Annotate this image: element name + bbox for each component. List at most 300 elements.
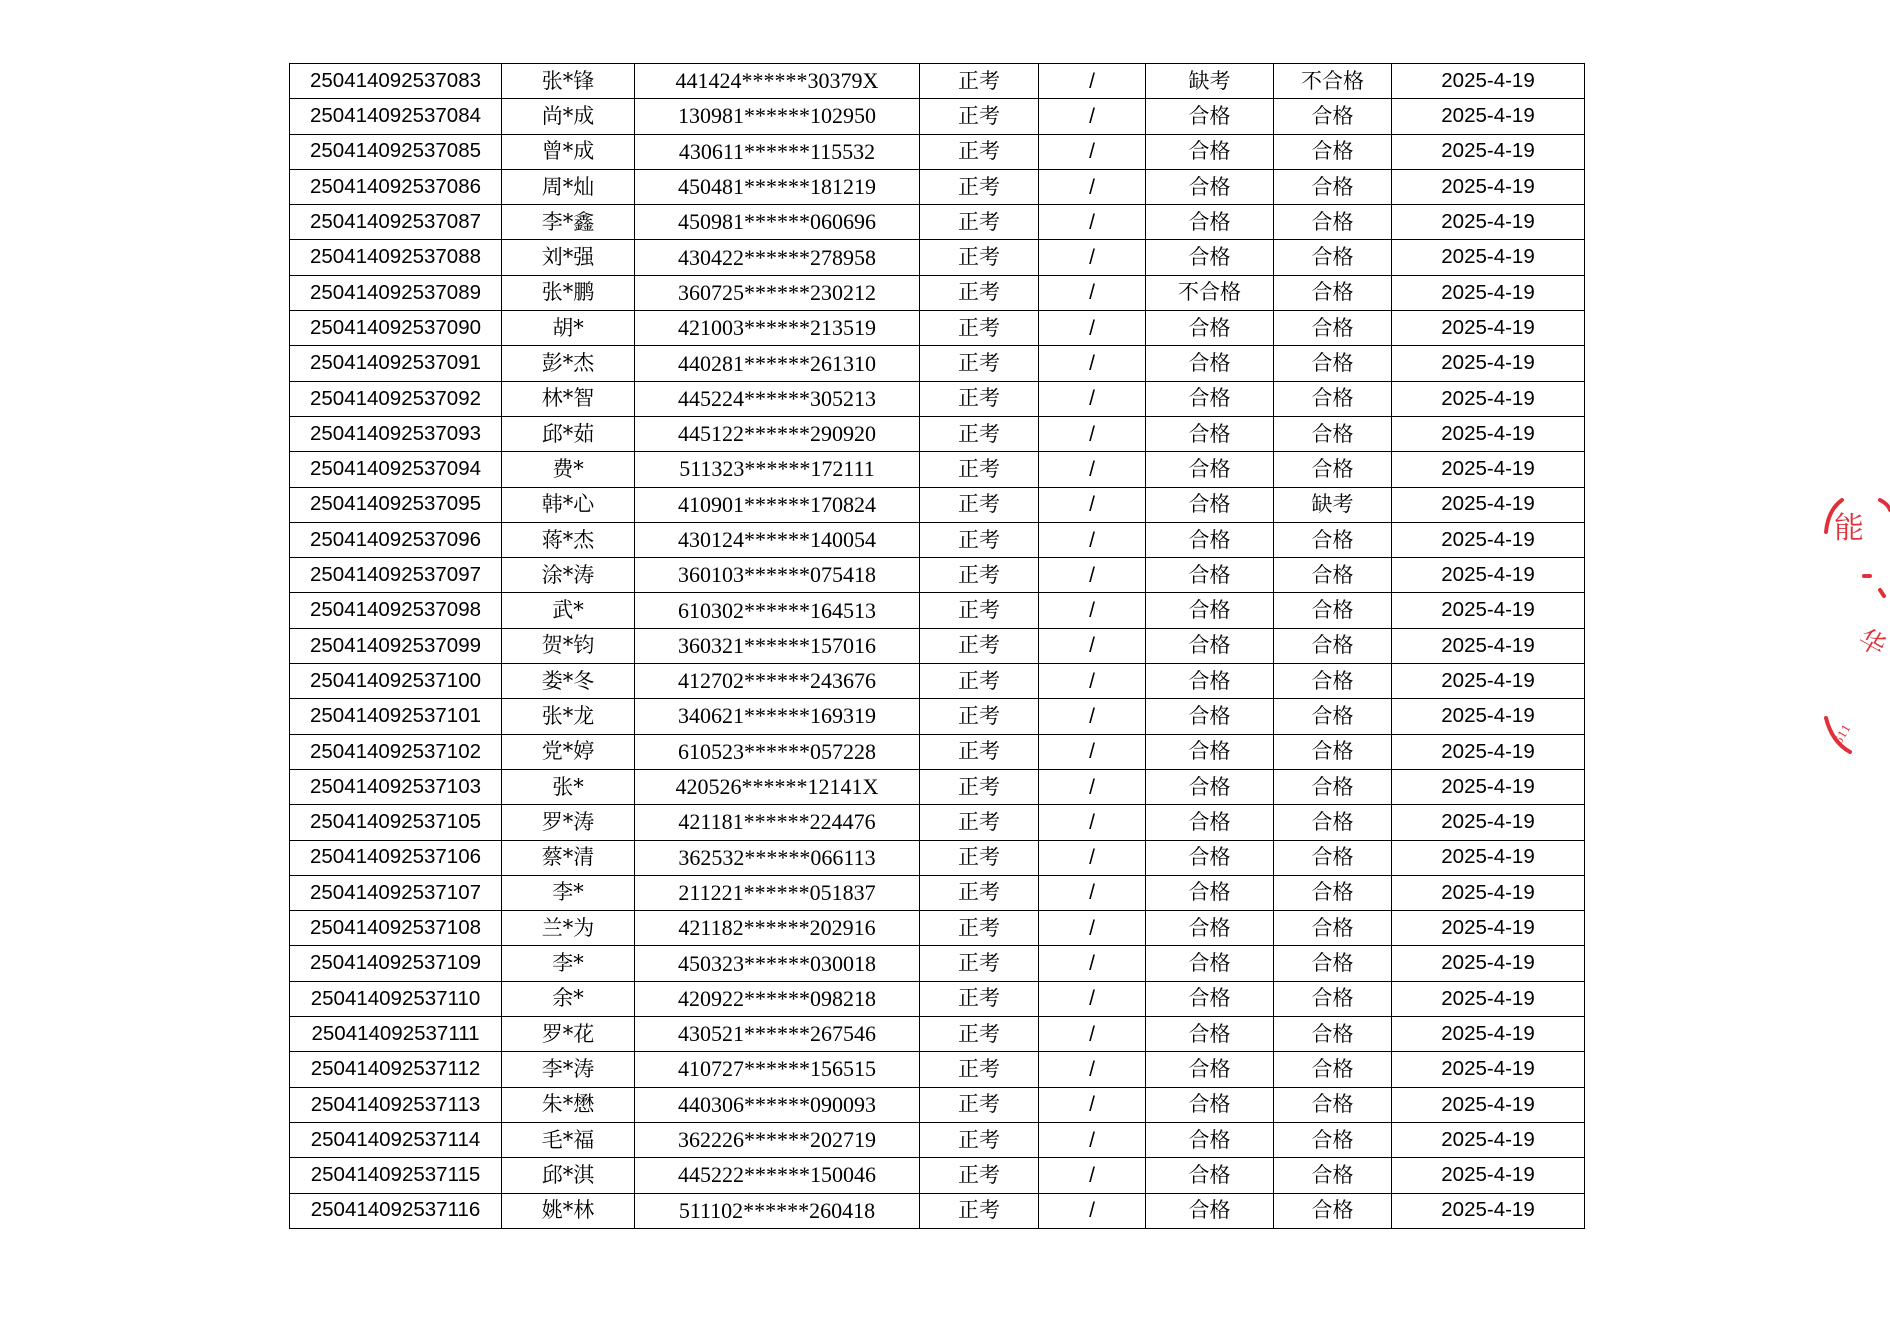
cell-name: 李*	[502, 946, 635, 981]
cell-result-2: 合格	[1274, 593, 1392, 628]
cell-result-1: 合格	[1146, 805, 1274, 840]
table-row	[290, 558, 1585, 593]
table-row	[290, 205, 1585, 240]
results-table	[289, 63, 1585, 1229]
cell-ticket-number: 250414092537101	[290, 699, 502, 734]
cell-result-2: 合格	[1274, 169, 1392, 204]
cell-name: 蔡*清	[502, 840, 635, 875]
cell-result-2: 合格	[1274, 240, 1392, 275]
cell-slash: /	[1039, 99, 1146, 134]
cell-id-number: 430611******115532	[635, 134, 920, 169]
cell-result-1: 缺考	[1146, 64, 1274, 99]
table-row	[290, 346, 1585, 381]
cell-exam-type: 正考	[920, 1158, 1039, 1193]
cell-id-number: 430124******140054	[635, 522, 920, 557]
cell-result-1: 合格	[1146, 134, 1274, 169]
cell-ticket-number: 250414092537092	[290, 381, 502, 416]
cell-result-1: 合格	[1146, 593, 1274, 628]
cell-slash: /	[1039, 311, 1146, 346]
cell-result-2: 不合格	[1274, 64, 1392, 99]
cell-ticket-number: 250414092537116	[290, 1193, 502, 1228]
cell-id-number: 130981******102950	[635, 99, 920, 134]
cell-id-number: 445222******150046	[635, 1158, 920, 1193]
cell-name: 张*锋	[502, 64, 635, 99]
cell-exam-type: 正考	[920, 169, 1039, 204]
cell-slash: /	[1039, 946, 1146, 981]
cell-result-2: 合格	[1274, 734, 1392, 769]
cell-id-number: 340621******169319	[635, 699, 920, 734]
cell-result-1: 合格	[1146, 840, 1274, 875]
table-row	[290, 699, 1585, 734]
cell-slash: /	[1039, 1122, 1146, 1157]
cell-name: 周*灿	[502, 169, 635, 204]
cell-result-2: 合格	[1274, 911, 1392, 946]
cell-name: 武*	[502, 593, 635, 628]
cell-ticket-number: 250414092537109	[290, 946, 502, 981]
table-row	[290, 593, 1585, 628]
cell-slash: /	[1039, 593, 1146, 628]
cell-result-2: 合格	[1274, 875, 1392, 910]
cell-date: 2025-4-19	[1392, 628, 1585, 663]
cell-date: 2025-4-19	[1392, 240, 1585, 275]
cell-slash: /	[1039, 734, 1146, 769]
cell-id-number: 450481******181219	[635, 169, 920, 204]
cell-date: 2025-4-19	[1392, 99, 1585, 134]
cell-ticket-number: 250414092537100	[290, 664, 502, 699]
cell-ticket-number: 250414092537112	[290, 1052, 502, 1087]
table-row	[290, 664, 1585, 699]
cell-slash: /	[1039, 875, 1146, 910]
cell-name: 费*	[502, 452, 635, 487]
cell-result-1: 合格	[1146, 699, 1274, 734]
cell-ticket-number: 250414092537084	[290, 99, 502, 134]
cell-date: 2025-4-19	[1392, 664, 1585, 699]
cell-date: 2025-4-19	[1392, 769, 1585, 804]
cell-date: 2025-4-19	[1392, 734, 1585, 769]
cell-exam-type: 正考	[920, 840, 1039, 875]
cell-exam-type: 正考	[920, 981, 1039, 1016]
cell-ticket-number: 250414092537107	[290, 875, 502, 910]
cell-ticket-number: 250414092537096	[290, 522, 502, 557]
cell-id-number: 362532******066113	[635, 840, 920, 875]
cell-ticket-number: 250414092537085	[290, 134, 502, 169]
cell-slash: /	[1039, 805, 1146, 840]
cell-slash: /	[1039, 840, 1146, 875]
cell-id-number: 445224******305213	[635, 381, 920, 416]
cell-name: 尚*成	[502, 99, 635, 134]
cell-result-1: 合格	[1146, 875, 1274, 910]
cell-result-2: 合格	[1274, 346, 1392, 381]
cell-ticket-number: 250414092537086	[290, 169, 502, 204]
cell-result-2: 合格	[1274, 381, 1392, 416]
cell-id-number: 430422******278958	[635, 240, 920, 275]
cell-id-number: 421003******213519	[635, 311, 920, 346]
cell-ticket-number: 250414092537097	[290, 558, 502, 593]
cell-result-2: 合格	[1274, 416, 1392, 451]
table-row	[290, 840, 1585, 875]
cell-ticket-number: 250414092537106	[290, 840, 502, 875]
table-row	[290, 275, 1585, 310]
cell-name: 韩*心	[502, 487, 635, 522]
table-row	[290, 981, 1585, 1016]
table-row	[290, 311, 1585, 346]
cell-ticket-number: 250414092537102	[290, 734, 502, 769]
cell-result-1: 合格	[1146, 487, 1274, 522]
table-row	[290, 487, 1585, 522]
cell-result-1: 合格	[1146, 911, 1274, 946]
cell-id-number: 441424******30379X	[635, 64, 920, 99]
cell-name: 余*	[502, 981, 635, 1016]
cell-result-1: 合格	[1146, 628, 1274, 663]
cell-name: 胡*	[502, 311, 635, 346]
cell-date: 2025-4-19	[1392, 346, 1585, 381]
cell-result-1: 合格	[1146, 769, 1274, 804]
cell-exam-type: 正考	[920, 452, 1039, 487]
cell-exam-type: 正考	[920, 911, 1039, 946]
cell-name: 曾*成	[502, 134, 635, 169]
cell-slash: /	[1039, 452, 1146, 487]
cell-result-2: 合格	[1274, 452, 1392, 487]
table-row	[290, 805, 1585, 840]
cell-ticket-number: 250414092537094	[290, 452, 502, 487]
cell-result-1: 合格	[1146, 416, 1274, 451]
cell-id-number: 421182******202916	[635, 911, 920, 946]
cell-result-1: 合格	[1146, 734, 1274, 769]
cell-id-number: 440306******090093	[635, 1087, 920, 1122]
cell-exam-type: 正考	[920, 1017, 1039, 1052]
cell-exam-type: 正考	[920, 240, 1039, 275]
table-row	[290, 452, 1585, 487]
cell-exam-type: 正考	[920, 99, 1039, 134]
cell-date: 2025-4-19	[1392, 522, 1585, 557]
cell-slash: /	[1039, 911, 1146, 946]
cell-date: 2025-4-19	[1392, 169, 1585, 204]
cell-date: 2025-4-19	[1392, 1193, 1585, 1228]
cell-ticket-number: 250414092537089	[290, 275, 502, 310]
results-table-body	[290, 64, 1585, 1229]
cell-name: 李*鑫	[502, 205, 635, 240]
cell-name: 邱*茹	[502, 416, 635, 451]
seal-fragment-3: 611	[1831, 722, 1854, 747]
cell-result-2: 合格	[1274, 275, 1392, 310]
cell-result-2: 合格	[1274, 981, 1392, 1016]
cell-result-1: 合格	[1146, 1087, 1274, 1122]
cell-ticket-number: 250414092537115	[290, 1158, 502, 1193]
cell-exam-type: 正考	[920, 522, 1039, 557]
cell-slash: /	[1039, 522, 1146, 557]
table-row	[290, 946, 1585, 981]
table-row	[290, 911, 1585, 946]
cell-name: 姚*林	[502, 1193, 635, 1228]
cell-name: 张*龙	[502, 699, 635, 734]
cell-exam-type: 正考	[920, 275, 1039, 310]
cell-name: 李*涛	[502, 1052, 635, 1087]
table-row	[290, 769, 1585, 804]
cell-result-1: 合格	[1146, 311, 1274, 346]
cell-result-1: 合格	[1146, 1017, 1274, 1052]
cell-result-1: 合格	[1146, 99, 1274, 134]
cell-ticket-number: 250414092537114	[290, 1122, 502, 1157]
cell-name: 娄*冬	[502, 664, 635, 699]
cell-ticket-number: 250414092537090	[290, 311, 502, 346]
cell-result-2: 合格	[1274, 205, 1392, 240]
cell-result-2: 合格	[1274, 1122, 1392, 1157]
cell-result-1: 合格	[1146, 169, 1274, 204]
cell-slash: /	[1039, 699, 1146, 734]
cell-result-1: 合格	[1146, 381, 1274, 416]
cell-result-1: 合格	[1146, 522, 1274, 557]
cell-date: 2025-4-19	[1392, 981, 1585, 1016]
cell-date: 2025-4-19	[1392, 311, 1585, 346]
cell-name: 彭*杰	[502, 346, 635, 381]
cell-exam-type: 正考	[920, 558, 1039, 593]
cell-result-2: 合格	[1274, 99, 1392, 134]
cell-result-2: 合格	[1274, 1052, 1392, 1087]
cell-date: 2025-4-19	[1392, 381, 1585, 416]
cell-result-2: 合格	[1274, 628, 1392, 663]
cell-result-1: 合格	[1146, 346, 1274, 381]
cell-date: 2025-4-19	[1392, 558, 1585, 593]
cell-exam-type: 正考	[920, 805, 1039, 840]
cell-name: 张*	[502, 769, 635, 804]
cell-ticket-number: 250414092537098	[290, 593, 502, 628]
table-row	[290, 240, 1585, 275]
cell-id-number: 360103******075418	[635, 558, 920, 593]
cell-name: 党*婷	[502, 734, 635, 769]
cell-date: 2025-4-19	[1392, 911, 1585, 946]
cell-name: 罗*花	[502, 1017, 635, 1052]
cell-date: 2025-4-19	[1392, 205, 1585, 240]
cell-exam-type: 正考	[920, 134, 1039, 169]
table-row	[290, 628, 1585, 663]
seal-fragment-2: 华	[1852, 623, 1890, 663]
cell-id-number: 450323******030018	[635, 946, 920, 981]
cell-date: 2025-4-19	[1392, 946, 1585, 981]
cell-result-2: 合格	[1274, 1087, 1392, 1122]
cell-result-2: 合格	[1274, 311, 1392, 346]
cell-result-1: 合格	[1146, 981, 1274, 1016]
cell-ticket-number: 250414092537093	[290, 416, 502, 451]
cell-result-2: 合格	[1274, 134, 1392, 169]
cell-date: 2025-4-19	[1392, 1122, 1585, 1157]
cell-id-number: 511323******172111	[635, 452, 920, 487]
cell-slash: /	[1039, 205, 1146, 240]
cell-exam-type: 正考	[920, 1087, 1039, 1122]
cell-ticket-number: 250414092537108	[290, 911, 502, 946]
table-row	[290, 522, 1585, 557]
cell-ticket-number: 250414092537111	[290, 1017, 502, 1052]
cell-id-number: 440281******261310	[635, 346, 920, 381]
cell-date: 2025-4-19	[1392, 1087, 1585, 1122]
cell-exam-type: 正考	[920, 381, 1039, 416]
cell-ticket-number: 250414092537113	[290, 1087, 502, 1122]
cell-name: 李*	[502, 875, 635, 910]
cell-id-number: 610302******164513	[635, 593, 920, 628]
cell-exam-type: 正考	[920, 593, 1039, 628]
table-row	[290, 734, 1585, 769]
cell-result-1: 合格	[1146, 1158, 1274, 1193]
cell-id-number: 362226******202719	[635, 1122, 920, 1157]
cell-name: 贺*钧	[502, 628, 635, 663]
cell-exam-type: 正考	[920, 1193, 1039, 1228]
cell-result-2: 合格	[1274, 558, 1392, 593]
cell-exam-type: 正考	[920, 311, 1039, 346]
cell-result-1: 合格	[1146, 664, 1274, 699]
cell-exam-type: 正考	[920, 734, 1039, 769]
cell-id-number: 412702******243676	[635, 664, 920, 699]
cell-slash: /	[1039, 664, 1146, 699]
cell-exam-type: 正考	[920, 64, 1039, 99]
table-row	[290, 1017, 1585, 1052]
cell-exam-type: 正考	[920, 346, 1039, 381]
cell-result-2: 合格	[1274, 805, 1392, 840]
cell-result-1: 合格	[1146, 1193, 1274, 1228]
red-seal-stamp	[1820, 480, 1890, 780]
cell-ticket-number: 250414092537099	[290, 628, 502, 663]
cell-date: 2025-4-19	[1392, 1158, 1585, 1193]
cell-id-number: 410901******170824	[635, 487, 920, 522]
cell-result-1: 合格	[1146, 946, 1274, 981]
cell-result-1: 合格	[1146, 558, 1274, 593]
cell-result-2: 合格	[1274, 664, 1392, 699]
table-row	[290, 134, 1585, 169]
cell-id-number: 610523******057228	[635, 734, 920, 769]
cell-ticket-number: 250414092537095	[290, 487, 502, 522]
cell-slash: /	[1039, 134, 1146, 169]
cell-exam-type: 正考	[920, 664, 1039, 699]
table-row	[290, 875, 1585, 910]
cell-id-number: 211221******051837	[635, 875, 920, 910]
cell-name: 涂*涛	[502, 558, 635, 593]
cell-id-number: 420922******098218	[635, 981, 920, 1016]
cell-ticket-number: 250414092537110	[290, 981, 502, 1016]
cell-ticket-number: 250414092537087	[290, 205, 502, 240]
cell-exam-type: 正考	[920, 1052, 1039, 1087]
table-row	[290, 169, 1585, 204]
table-row	[290, 381, 1585, 416]
cell-date: 2025-4-19	[1392, 452, 1585, 487]
cell-result-1: 合格	[1146, 1122, 1274, 1157]
cell-date: 2025-4-19	[1392, 699, 1585, 734]
cell-name: 朱*懋	[502, 1087, 635, 1122]
cell-slash: /	[1039, 1193, 1146, 1228]
cell-exam-type: 正考	[920, 416, 1039, 451]
cell-result-2: 合格	[1274, 699, 1392, 734]
cell-slash: /	[1039, 487, 1146, 522]
cell-ticket-number: 250414092537091	[290, 346, 502, 381]
cell-result-2: 合格	[1274, 1017, 1392, 1052]
cell-name: 兰*为	[502, 911, 635, 946]
cell-date: 2025-4-19	[1392, 416, 1585, 451]
cell-date: 2025-4-19	[1392, 593, 1585, 628]
table-row	[290, 1193, 1585, 1228]
cell-result-2: 合格	[1274, 840, 1392, 875]
cell-exam-type: 正考	[920, 628, 1039, 663]
cell-slash: /	[1039, 169, 1146, 204]
cell-exam-type: 正考	[920, 1122, 1039, 1157]
cell-date: 2025-4-19	[1392, 840, 1585, 875]
cell-date: 2025-4-19	[1392, 875, 1585, 910]
cell-result-2: 合格	[1274, 946, 1392, 981]
cell-date: 2025-4-19	[1392, 64, 1585, 99]
table-row	[290, 1052, 1585, 1087]
cell-result-2: 合格	[1274, 522, 1392, 557]
cell-date: 2025-4-19	[1392, 134, 1585, 169]
cell-slash: /	[1039, 769, 1146, 804]
cell-slash: /	[1039, 1052, 1146, 1087]
cell-exam-type: 正考	[920, 875, 1039, 910]
cell-name: 蒋*杰	[502, 522, 635, 557]
cell-id-number: 410727******156515	[635, 1052, 920, 1087]
cell-slash: /	[1039, 1017, 1146, 1052]
seal-fragment-1: 能	[1834, 511, 1864, 546]
table-row	[290, 1122, 1585, 1157]
cell-name: 罗*涛	[502, 805, 635, 840]
cell-date: 2025-4-19	[1392, 275, 1585, 310]
table-row	[290, 99, 1585, 134]
cell-result-1: 合格	[1146, 452, 1274, 487]
cell-result-2: 缺考	[1274, 487, 1392, 522]
cell-slash: /	[1039, 64, 1146, 99]
cell-result-2: 合格	[1274, 1193, 1392, 1228]
cell-name: 刘*强	[502, 240, 635, 275]
cell-result-1: 不合格	[1146, 275, 1274, 310]
cell-ticket-number: 250414092537088	[290, 240, 502, 275]
cell-id-number: 430521******267546	[635, 1017, 920, 1052]
table-row	[290, 1158, 1585, 1193]
cell-slash: /	[1039, 275, 1146, 310]
cell-name: 张*鹏	[502, 275, 635, 310]
cell-name: 毛*福	[502, 1122, 635, 1157]
cell-result-1: 合格	[1146, 205, 1274, 240]
cell-ticket-number: 250414092537083	[290, 64, 502, 99]
cell-slash: /	[1039, 240, 1146, 275]
cell-ticket-number: 250414092537105	[290, 805, 502, 840]
cell-exam-type: 正考	[920, 205, 1039, 240]
cell-exam-type: 正考	[920, 769, 1039, 804]
cell-id-number: 445122******290920	[635, 416, 920, 451]
cell-slash: /	[1039, 381, 1146, 416]
table-row	[290, 64, 1585, 99]
cell-id-number: 450981******060696	[635, 205, 920, 240]
cell-date: 2025-4-19	[1392, 1052, 1585, 1087]
cell-ticket-number: 250414092537103	[290, 769, 502, 804]
cell-result-2: 合格	[1274, 1158, 1392, 1193]
cell-id-number: 360725******230212	[635, 275, 920, 310]
cell-slash: /	[1039, 416, 1146, 451]
table-row	[290, 1087, 1585, 1122]
cell-exam-type: 正考	[920, 487, 1039, 522]
cell-result-2: 合格	[1274, 769, 1392, 804]
cell-name: 林*智	[502, 381, 635, 416]
cell-result-1: 合格	[1146, 240, 1274, 275]
cell-slash: /	[1039, 1087, 1146, 1122]
cell-slash: /	[1039, 346, 1146, 381]
cell-name: 邱*淇	[502, 1158, 635, 1193]
cell-exam-type: 正考	[920, 699, 1039, 734]
cell-date: 2025-4-19	[1392, 1017, 1585, 1052]
cell-slash: /	[1039, 1158, 1146, 1193]
cell-id-number: 420526******12141X	[635, 769, 920, 804]
cell-id-number: 360321******157016	[635, 628, 920, 663]
cell-exam-type: 正考	[920, 946, 1039, 981]
cell-date: 2025-4-19	[1392, 805, 1585, 840]
cell-id-number: 421181******224476	[635, 805, 920, 840]
table-row	[290, 416, 1585, 451]
cell-slash: /	[1039, 628, 1146, 663]
cell-id-number: 511102******260418	[635, 1193, 920, 1228]
cell-slash: /	[1039, 558, 1146, 593]
